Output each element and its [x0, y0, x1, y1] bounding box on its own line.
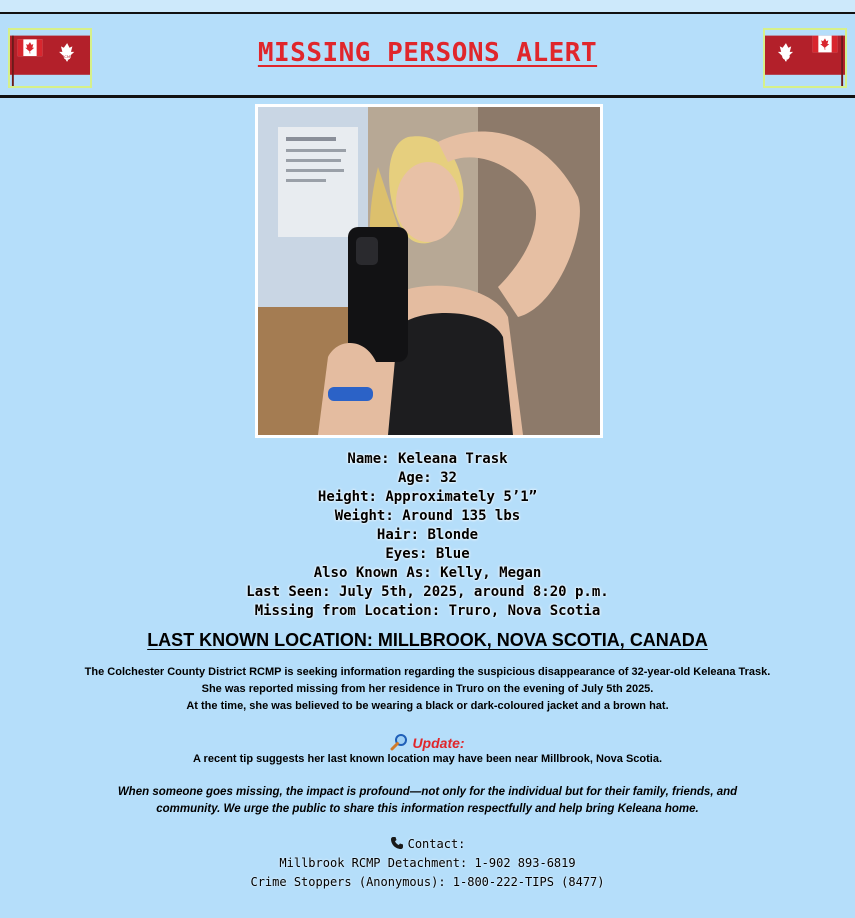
detail-hair: Hair: Blonde: [376, 527, 479, 543]
detail-missing-from: Missing from Location: Truro, Nova Scotia: [254, 603, 601, 619]
alert-header: [0, 16, 855, 98]
contact-section: [0, 835, 855, 892]
last-known-location-heading: LAST KNOWN LOCATION: MILLBROOK, NOVA SCOTIA, CANADA: [147, 630, 708, 650]
top-strip: [0, 0, 855, 14]
detail-eyes: Eyes: Blue: [385, 546, 470, 562]
magnifying-glass-icon: [390, 733, 408, 751]
summary-line: At the time, she was believed to be wearing a black or dark-coloured jacket and a brown hat.: [186, 700, 669, 712]
contact-crime-stoppers: Crime Stoppers (Anonymous): 1-800-222-TIPS (8477): [250, 875, 605, 889]
person-details: [0, 450, 855, 621]
detail-age: Age: 32: [397, 470, 457, 486]
missing-person-photo: [258, 107, 600, 435]
detail-last-seen: Last Seen: July 5th, 2025, around 8:20 p.m.: [246, 584, 609, 600]
contact-label: Contact:: [407, 837, 466, 851]
detail-weight: Weight: Around 135 lbs: [334, 508, 521, 524]
summary-line: The Colchester County District RCMP is seeking information regarding the suspicious disappearance of 32-year-old Keleana Trask.: [84, 666, 771, 678]
phone-icon: [390, 836, 404, 850]
summary-line: She was reported missing from her residence in Truro on the evening of July 5th 2025.: [201, 683, 654, 695]
public-appeal: When someone goes missing, the impact is profound—not only for the individual but for their family, friends, and community. We urge the public to share this information respectfully and help bring Keleana home.: [117, 786, 738, 815]
photo-frame: [255, 104, 603, 438]
alert-title: MISSING PERSONS ALERT: [257, 38, 598, 68]
detail-aka: Also Known As: Kelly, Megan: [313, 565, 542, 581]
detail-name: Name: Keleana Trask: [347, 451, 508, 467]
update-heading: [0, 733, 855, 751]
canada-flag-icon: [763, 28, 847, 88]
svg-text:RCMP: RCMP: [61, 55, 73, 59]
update-tip: A recent tip suggests her last known location may have been near Millbrook, Nova Scotia.: [192, 753, 663, 765]
contact-rcmp: Millbrook RCMP Detachment: 1-902 893-6819: [279, 856, 576, 870]
contact-heading: [0, 835, 855, 854]
case-summary: [60, 664, 795, 715]
update-label: Update:: [412, 735, 465, 751]
detail-height: Height: Approximately 5’1”: [317, 489, 538, 505]
